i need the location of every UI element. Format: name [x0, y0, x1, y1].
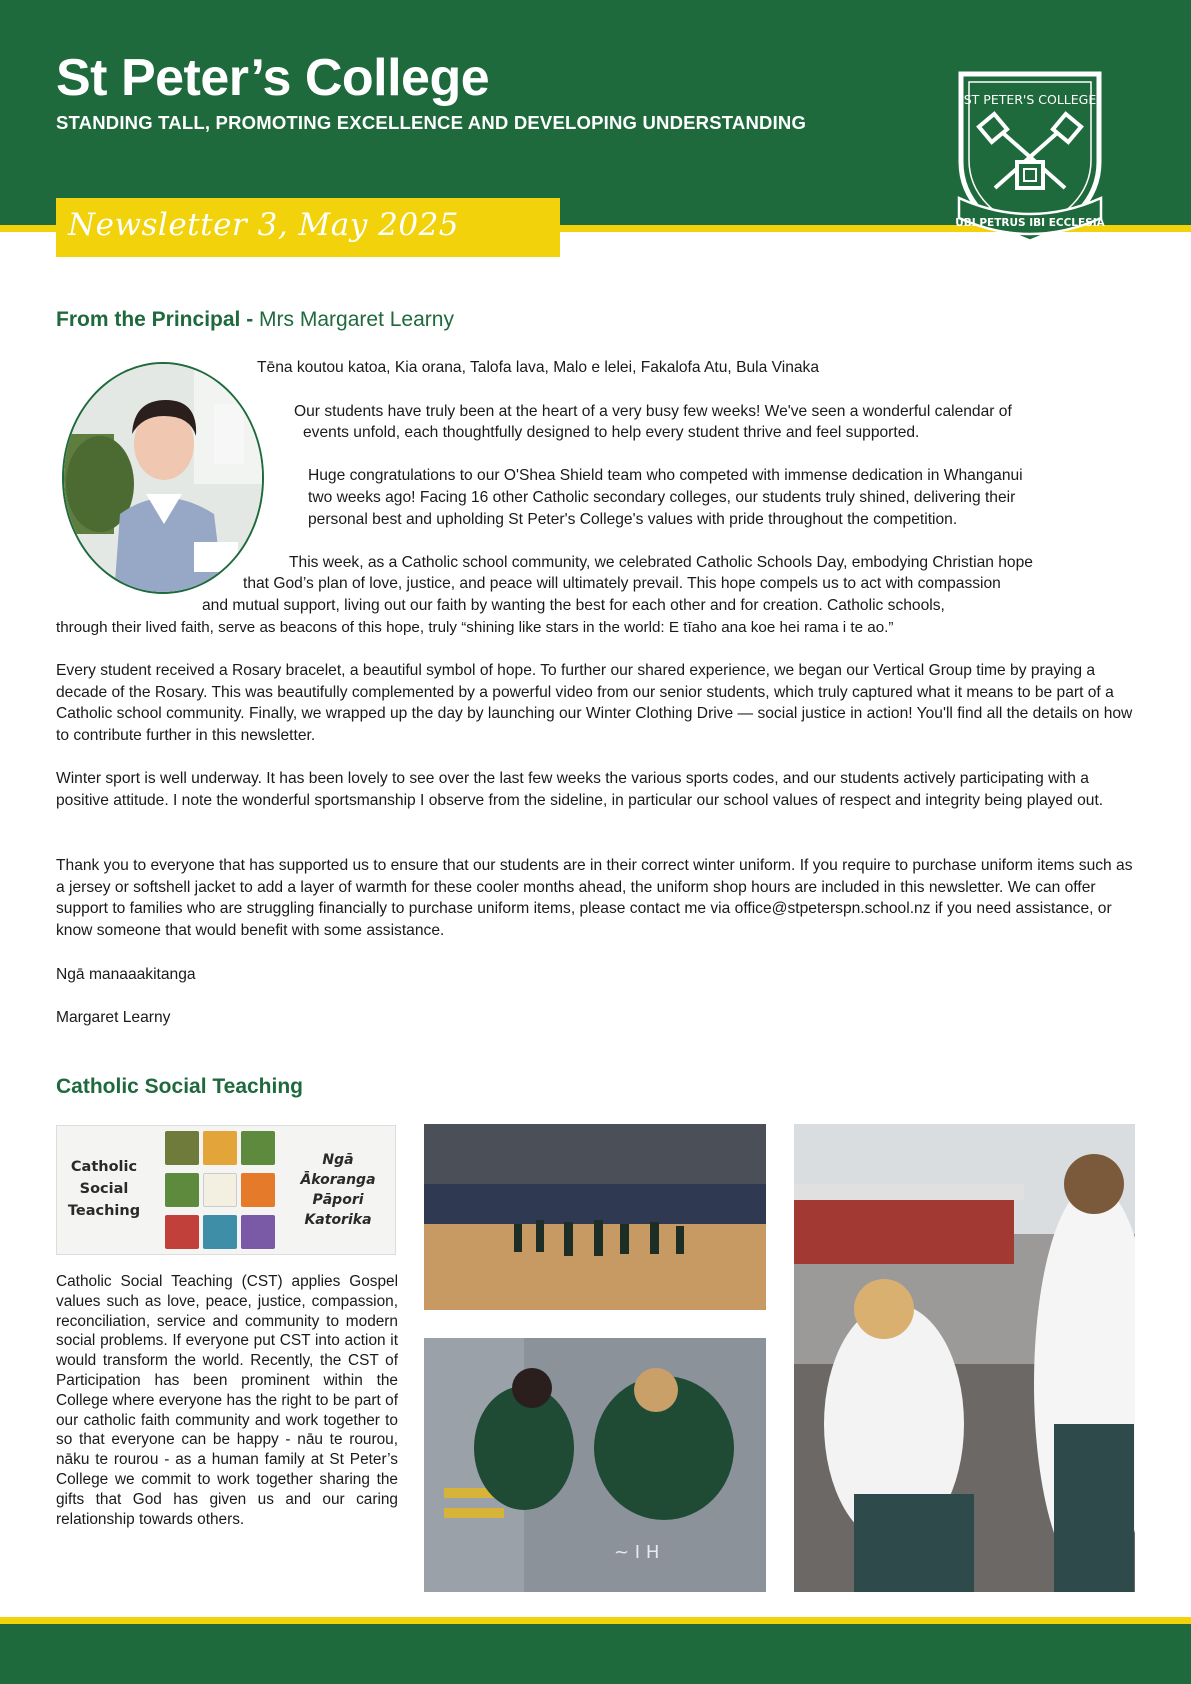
principal-paragraph-1-line-1: Our students have truly been at the heart of a very busy few weeks! We've seen a wonderful calendar of [294, 403, 1012, 420]
principal-paragraph-1-line-2: events unfold, each thoughtfully designed to help every student thrive and feel supported. [303, 424, 920, 441]
principal-heading-name: Mrs Margaret Learny [259, 308, 454, 331]
cst-tile-icon [165, 1173, 199, 1207]
footer-banner [0, 1624, 1191, 1684]
crest-motto: UBI PETRUS IBI ECCLESIA [955, 217, 1105, 229]
principal-paragraph-5: Winter sport is well underway. It has been lovely to see over the last few weeks the various sports codes, and our students actively participating with a positive attitude. I note the wonderful sportsmanship I observe from the sideline, in particular our school values of respect and integrity being played out. [56, 770, 1104, 809]
cst-tile-icon [203, 1131, 237, 1165]
principal-paragraph-3-line-4: through their lived faith, serve as beacons of this hope, truly “shining like stars in the world: E tīaho ana koe hei rama i te ao.” [56, 619, 894, 636]
cst-graphic [56, 1125, 396, 1255]
cst-tile-icon [165, 1131, 199, 1165]
principal-portrait [62, 362, 264, 594]
crest-top-text: ST PETER'S COLLEGE [963, 92, 1097, 107]
cst-heading: Catholic Social Teaching [56, 1075, 303, 1098]
cst-tile-icon [241, 1215, 275, 1249]
cst-tile-icon [241, 1131, 275, 1165]
principal-heading-label: From the Principal - [56, 308, 254, 331]
principal-paragraph-2-line-2: two weeks ago! Facing 16 other Catholic secondary colleges, our students truly shined, delivering their [308, 489, 1016, 506]
principal-paragraph-3-line-1: This week, as a Catholic school community, we celebrated Catholic Schools Day, embodying Christian hope [289, 554, 1033, 571]
principal-paragraph-4: Every student received a Rosary bracelet, a beautiful symbol of hope. To further our shared experience, we began our Vertical Group time by praying a decade of the Rosary. This was beautifully complemented by a powerful video from our senior students, which truly captured what it means to be part of a Catholic school community. Finally, we wrapped up the day by launching our Winter Clothing Drive — social justice in action! You'll find all the details on how to contribute further in this newsletter. [56, 662, 1133, 744]
cst-tile-icon [165, 1215, 199, 1249]
principal-paragraph-3-line-2: that God’s plan of love, justice, and peace will ultimately prevail. This hope compels us to act with compassion [243, 575, 1001, 592]
principal-paragraph-2-line-1: Huge congratulations to our O'Shea Shield team who competed with immense dedication in Whanganui [308, 467, 1023, 484]
issue-title: Newsletter 3, May 2025 [68, 207, 460, 243]
cst-tile-icon [203, 1173, 237, 1207]
school-name: St Peter’s College [56, 49, 490, 107]
photo-chalk-drawing [424, 1338, 766, 1592]
cst-graphic-label-en: Catholic Social Teaching [67, 1159, 141, 1219]
cst-tile-icon [203, 1215, 237, 1249]
principal-signoff: Ngā manaaakitanga [56, 966, 196, 983]
principal-paragraph-3-line-3: and mutual support, living out our faith by wanting the best for each other and for creation. Catholic schools, [202, 597, 945, 614]
cst-body: Catholic Social Teaching (CST) applies Gospel values such as love, peace, justice, compassion, reconciliation, service and community to modern social problems. If everyone put CST into action it would transform the world. Recently, the CST of Participation has been prominent within the College where everyone has the right to be part of our catholic faith community and work together to so that everyone can be happy - nāu te rourou, nāku te rourou - as a human family at St Peter’s College we commit to work together sharing the gifts that God has given us and our caring relationship towards others. [56, 1273, 398, 1528]
principal-greeting: Tēna koutou katoa, Kia orana, Talofa lava, Malo e lelei, Fakalofa Atu, Bula Vinaka [257, 359, 820, 376]
svg-text:~ I H: ~ I H [614, 1542, 660, 1563]
principal-paragraph-2-line-3: personal best and upholding St Peter's College's values with pride throughout the competition. [308, 511, 958, 528]
college-crest-logo [955, 70, 1105, 250]
principal-heading [56, 308, 454, 332]
cst-graphic-label-mi: Ngā Ākoranga Pāpori Katorika [300, 1152, 376, 1228]
photo-gym-sport [424, 1124, 766, 1310]
principal-paragraph-6: Thank you to everyone that has supported us to ensure that our students are in their correct winter uniform. If you require to purchase uniform items such as a jersey or softshell jacket to add a layer of warmth for these cooler months ahead, the uniform shop hours are included in this newsletter. We can offer support to families who are struggling financially to purchase uniform items, please contact me via office@stpeterspn.school.nz if you need assistance, or know someone that would benefit with some assistance. [56, 857, 1133, 939]
cst-tile-icon [241, 1173, 275, 1207]
school-motto: STANDING TALL, PROMOTING EXCELLENCE AND DEVELOPING UNDERSTANDING [56, 112, 807, 133]
principal-signature: Margaret Learny [56, 1009, 171, 1026]
footer-divider [0, 1617, 1191, 1624]
issue-banner [56, 198, 560, 257]
photo-students-outdoors [794, 1124, 1135, 1592]
